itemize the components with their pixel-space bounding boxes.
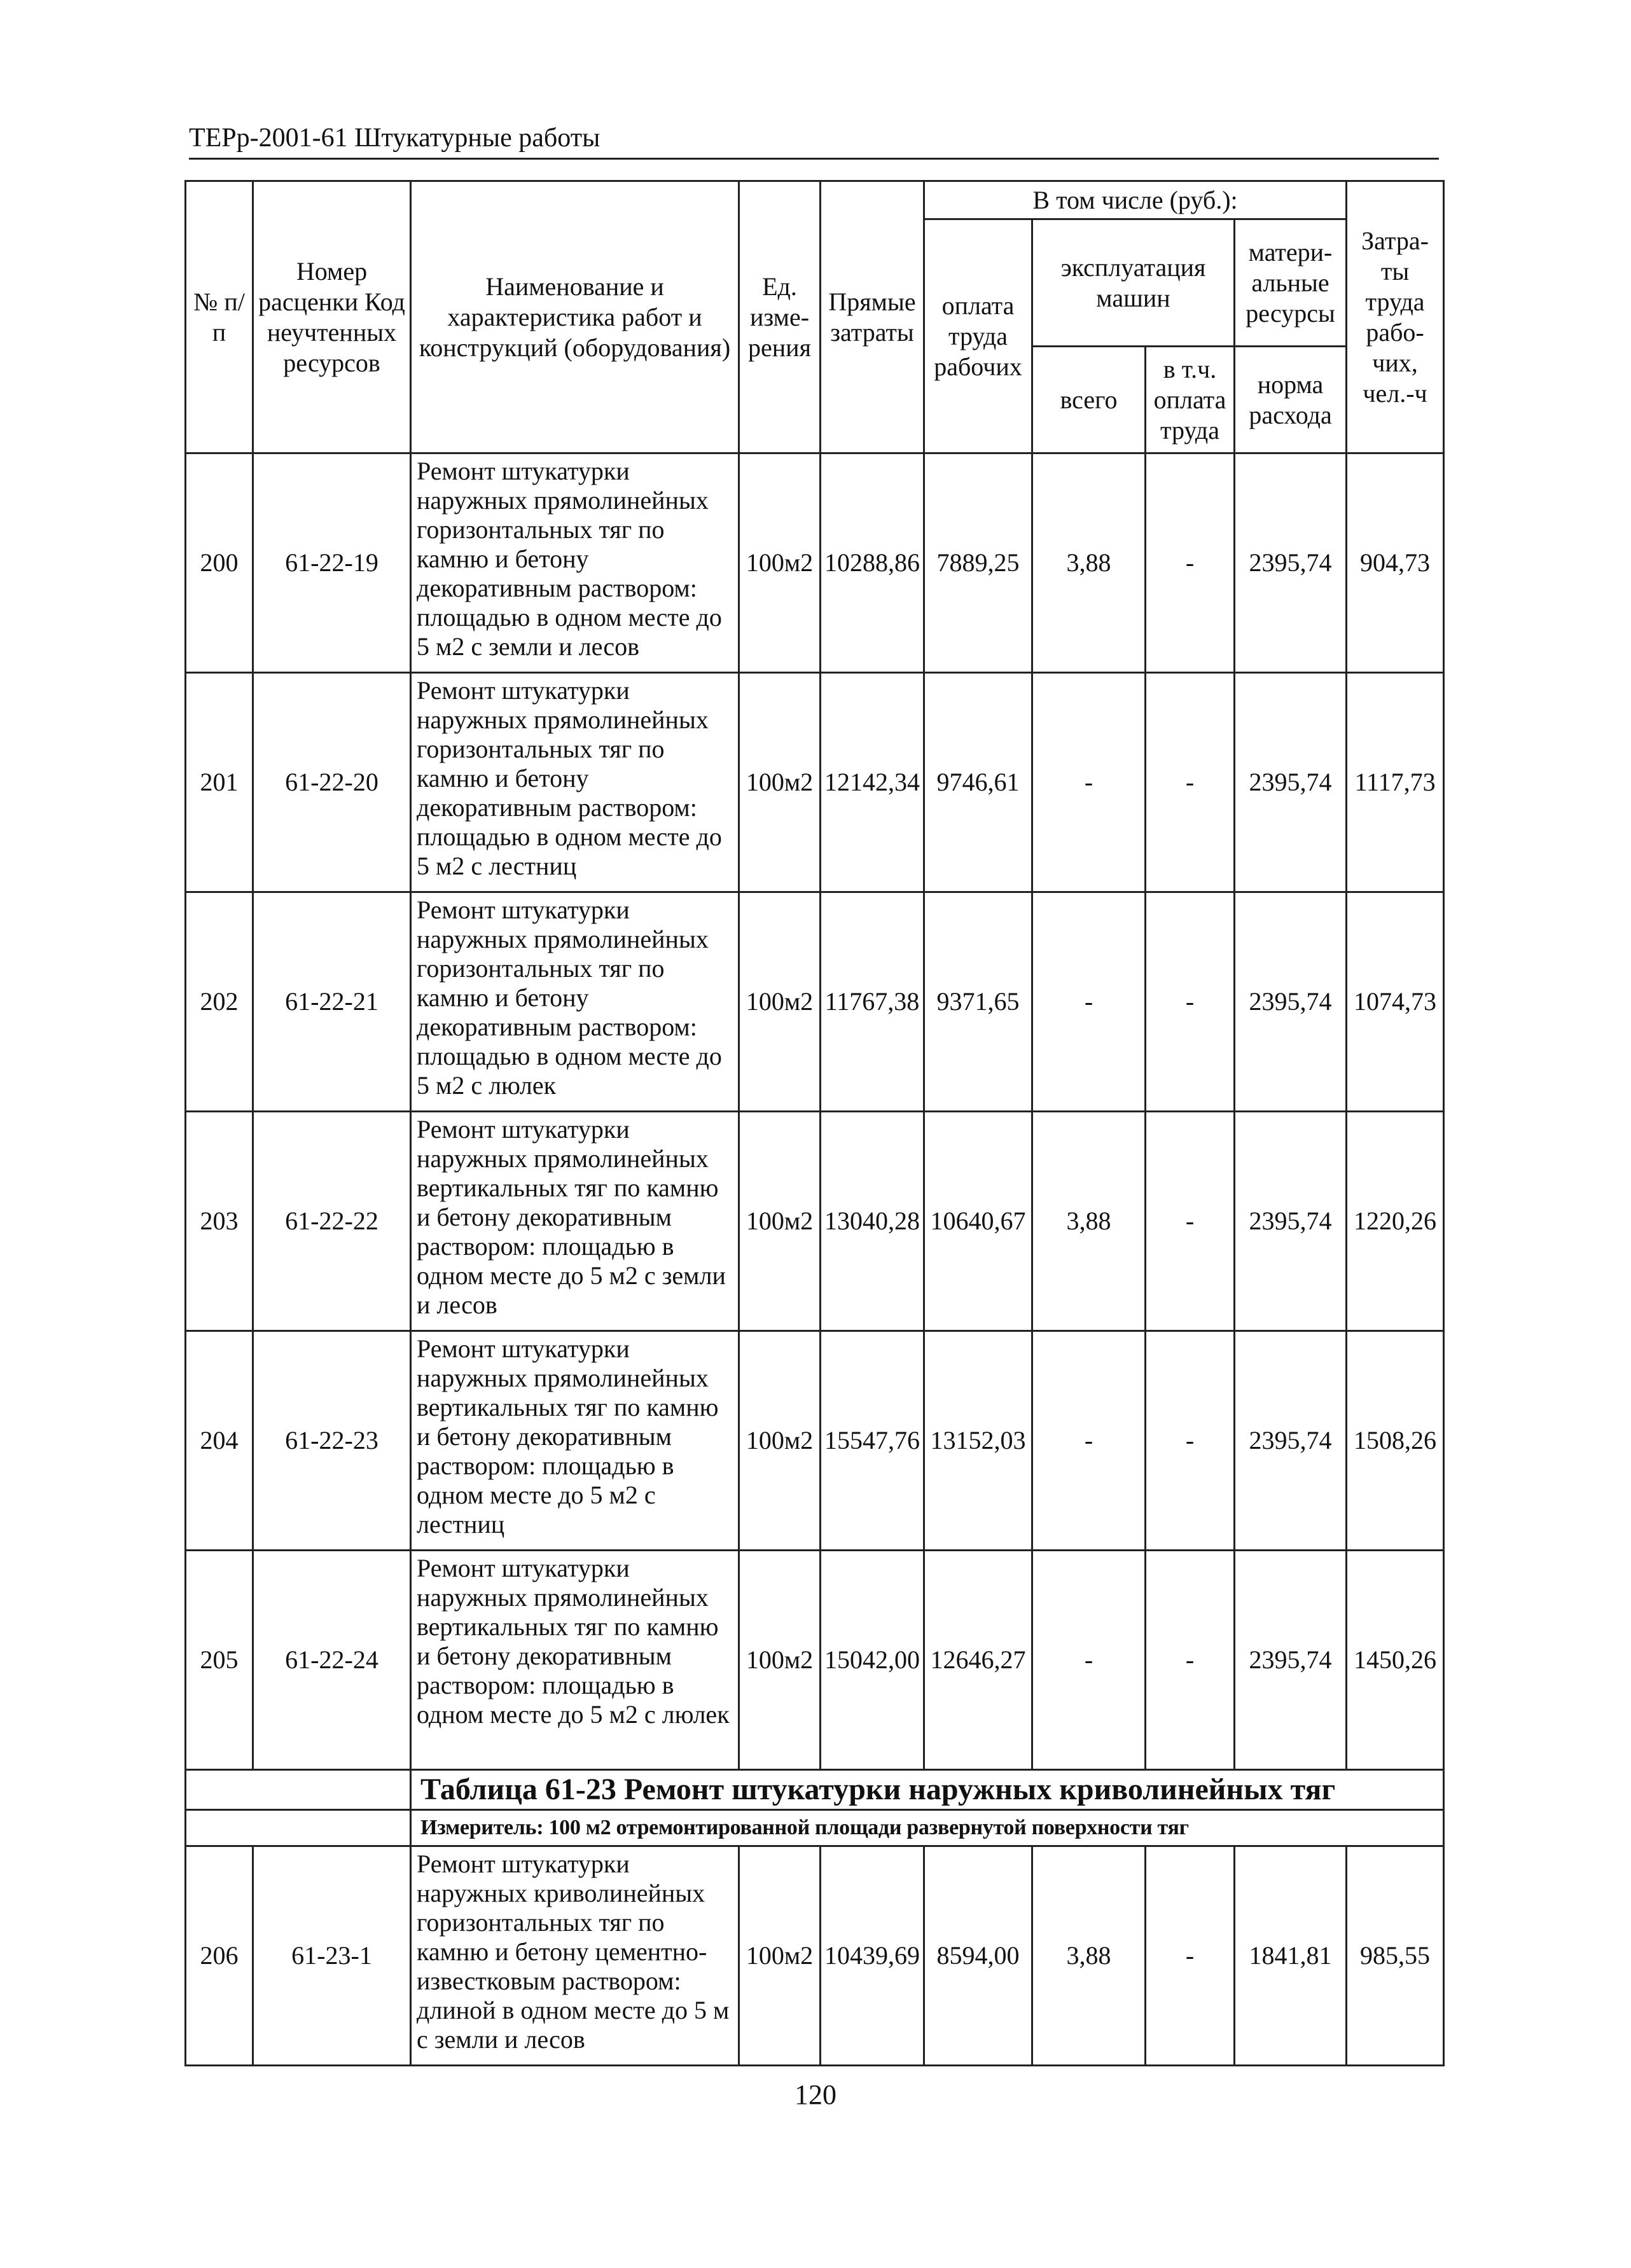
work-description: Ремонт штукатурки наружных прямолинейных горизонтальных тяг по камню и бетону декоративным раствором: площадью в одном месте до 5 м2 с люлек <box>411 892 739 1112</box>
row-num: 203 <box>186 1112 253 1331</box>
section-measure-empty <box>186 1810 411 1846</box>
materials: 2395,74 <box>1235 892 1347 1112</box>
direct-costs: 10439,69 <box>821 1846 924 2066</box>
col-header-code: Номер расценки Код неучтенных ресурсов <box>253 181 411 453</box>
rate-code: 61-22-21 <box>253 892 411 1112</box>
unit: 100м2 <box>739 673 821 892</box>
rates-table-container <box>184 180 1443 2066</box>
unit: 100м2 <box>739 1846 821 2066</box>
table-row <box>186 1331 1444 1551</box>
rate-code: 61-22-24 <box>253 1551 411 1770</box>
machines-total: 3,88 <box>1032 1846 1146 2066</box>
col-header-machines-labor: в т.ч. оплата труда <box>1146 347 1235 453</box>
row-num: 204 <box>186 1331 253 1551</box>
running-header: ТЕРр-2001-61 Штукатурные работы <box>189 122 1439 160</box>
rate-code: 61-23-1 <box>253 1846 411 2066</box>
section-measure: Измеритель: 100 м2 отремонтированной площади развернутой поверхности тяг <box>411 1810 1444 1846</box>
labor-pay: 12646,27 <box>924 1551 1032 1770</box>
direct-costs: 15042,00 <box>821 1551 924 1770</box>
table-row <box>186 673 1444 892</box>
row-num: 200 <box>186 453 253 673</box>
work-description: Ремонт штукатурки наружных прямолинейных вертикальных тяг по камню и бетону декоративным раствором: площадью в одном месте до 5 м2 с люлек <box>411 1551 739 1770</box>
materials: 2395,74 <box>1235 673 1347 892</box>
col-header-including: В том числе (руб.): <box>924 181 1347 219</box>
row-num: 206 <box>186 1846 253 2066</box>
machines-total: 3,88 <box>1032 453 1146 673</box>
machines-labor: - <box>1146 1846 1235 2066</box>
materials: 2395,74 <box>1235 1112 1347 1331</box>
labor-pay: 13152,03 <box>924 1331 1032 1551</box>
page-number: 120 <box>795 2079 836 2110</box>
machines-labor: - <box>1146 1331 1235 1551</box>
materials: 2395,74 <box>1235 453 1347 673</box>
labor-pay: 9371,65 <box>924 892 1032 1112</box>
work-description: Ремонт штукатурки наружных прямолинейных вертикальных тяг по камню и бетону декоративным раствором: площадью в одном месте до 5 м2 с лестниц <box>411 1331 739 1551</box>
unit: 100м2 <box>739 1331 821 1551</box>
work-description: Ремонт штукатурки наружных прямолинейных вертикальных тяг по камню и бетону декоративным раствором: площадью в одном месте до 5 м2 с земли и лесов <box>411 1112 739 1331</box>
machines-total: - <box>1032 1551 1146 1770</box>
table-row <box>186 1551 1444 1770</box>
work-description: Ремонт штукатурки наружных прямолинейных горизонтальных тяг по камню и бетону декоративным раствором: площадью в одном месте до 5 м2 с земли и лесов <box>411 453 739 673</box>
labor-hours: 1074,73 <box>1347 892 1444 1112</box>
unit: 100м2 <box>739 1112 821 1331</box>
direct-costs: 10288,86 <box>821 453 924 673</box>
rates-table <box>184 180 1445 2066</box>
table-row <box>186 453 1444 673</box>
labor-hours: 985,55 <box>1347 1846 1444 2066</box>
labor-pay: 10640,67 <box>924 1112 1032 1331</box>
direct-costs: 12142,34 <box>821 673 924 892</box>
machines-labor: - <box>1146 1112 1235 1331</box>
col-header-machines: эксплуатация машин <box>1032 219 1235 347</box>
col-header-labor-hours: Затра-ты труда рабо-чих, чел.-ч <box>1347 181 1444 453</box>
machines-labor: - <box>1146 892 1235 1112</box>
machines-total: - <box>1032 673 1146 892</box>
machines-total: - <box>1032 892 1146 1112</box>
direct-costs: 13040,28 <box>821 1112 924 1331</box>
materials: 2395,74 <box>1235 1551 1347 1770</box>
labor-hours: 1508,26 <box>1347 1331 1444 1551</box>
labor-pay: 8594,00 <box>924 1846 1032 2066</box>
labor-pay: 7889,25 <box>924 453 1032 673</box>
section-title: Таблица 61-23 Ремонт штукатурки наружных криволинейных тяг <box>411 1770 1444 1810</box>
col-header-labor-pay: оплата труда рабочих <box>924 219 1032 453</box>
table-row <box>186 892 1444 1112</box>
row-num: 202 <box>186 892 253 1112</box>
materials: 1841,81 <box>1235 1846 1347 2066</box>
machines-total: 3,88 <box>1032 1112 1146 1331</box>
machines-labor: - <box>1146 1551 1235 1770</box>
work-description: Ремонт штукатурки наружных прямолинейных горизонтальных тяг по камню и бетону декоративным раствором: площадью в одном месте до 5 м2 с лестниц <box>411 673 739 892</box>
row-num: 205 <box>186 1551 253 1770</box>
col-header-name: Наименование и характеристика работ и конструкций (оборудования) <box>411 181 739 453</box>
labor-hours: 1450,26 <box>1347 1551 1444 1770</box>
rate-code: 61-22-22 <box>253 1112 411 1331</box>
row-num: 201 <box>186 673 253 892</box>
labor-hours: 1220,26 <box>1347 1112 1444 1331</box>
col-header-machines-total: всего <box>1032 347 1146 453</box>
unit: 100м2 <box>739 453 821 673</box>
rate-code: 61-22-20 <box>253 673 411 892</box>
table-row <box>186 1846 1444 2066</box>
col-header-materials-norm: норма расхода <box>1235 347 1347 453</box>
rate-code: 61-22-19 <box>253 453 411 673</box>
unit: 100м2 <box>739 892 821 1112</box>
col-header-direct-costs: Прямые затраты <box>821 181 924 453</box>
materials: 2395,74 <box>1235 1331 1347 1551</box>
unit: 100м2 <box>739 1551 821 1770</box>
labor-pay: 9746,61 <box>924 673 1032 892</box>
table-row <box>186 1112 1444 1331</box>
machines-labor: - <box>1146 673 1235 892</box>
labor-hours: 904,73 <box>1347 453 1444 673</box>
col-header-materials: матери-альные ресурсы <box>1235 219 1347 347</box>
direct-costs: 11767,38 <box>821 892 924 1112</box>
direct-costs: 15547,76 <box>821 1331 924 1551</box>
col-header-num: № п/п <box>186 181 253 453</box>
machines-total: - <box>1032 1331 1146 1551</box>
work-description: Ремонт штукатурки наружных криволинейных горизонтальных тяг по камню и бетону цементно-известковым раствором: длиной в одном месте до 5 м с земли и лесов <box>411 1846 739 2066</box>
labor-hours: 1117,73 <box>1347 673 1444 892</box>
machines-labor: - <box>1146 453 1235 673</box>
section-title-row <box>186 1770 1444 1810</box>
section-measure-row <box>186 1810 1444 1846</box>
section-title-empty <box>186 1770 411 1810</box>
rate-code: 61-22-23 <box>253 1331 411 1551</box>
col-header-unit: Ед. изме-рения <box>739 181 821 453</box>
